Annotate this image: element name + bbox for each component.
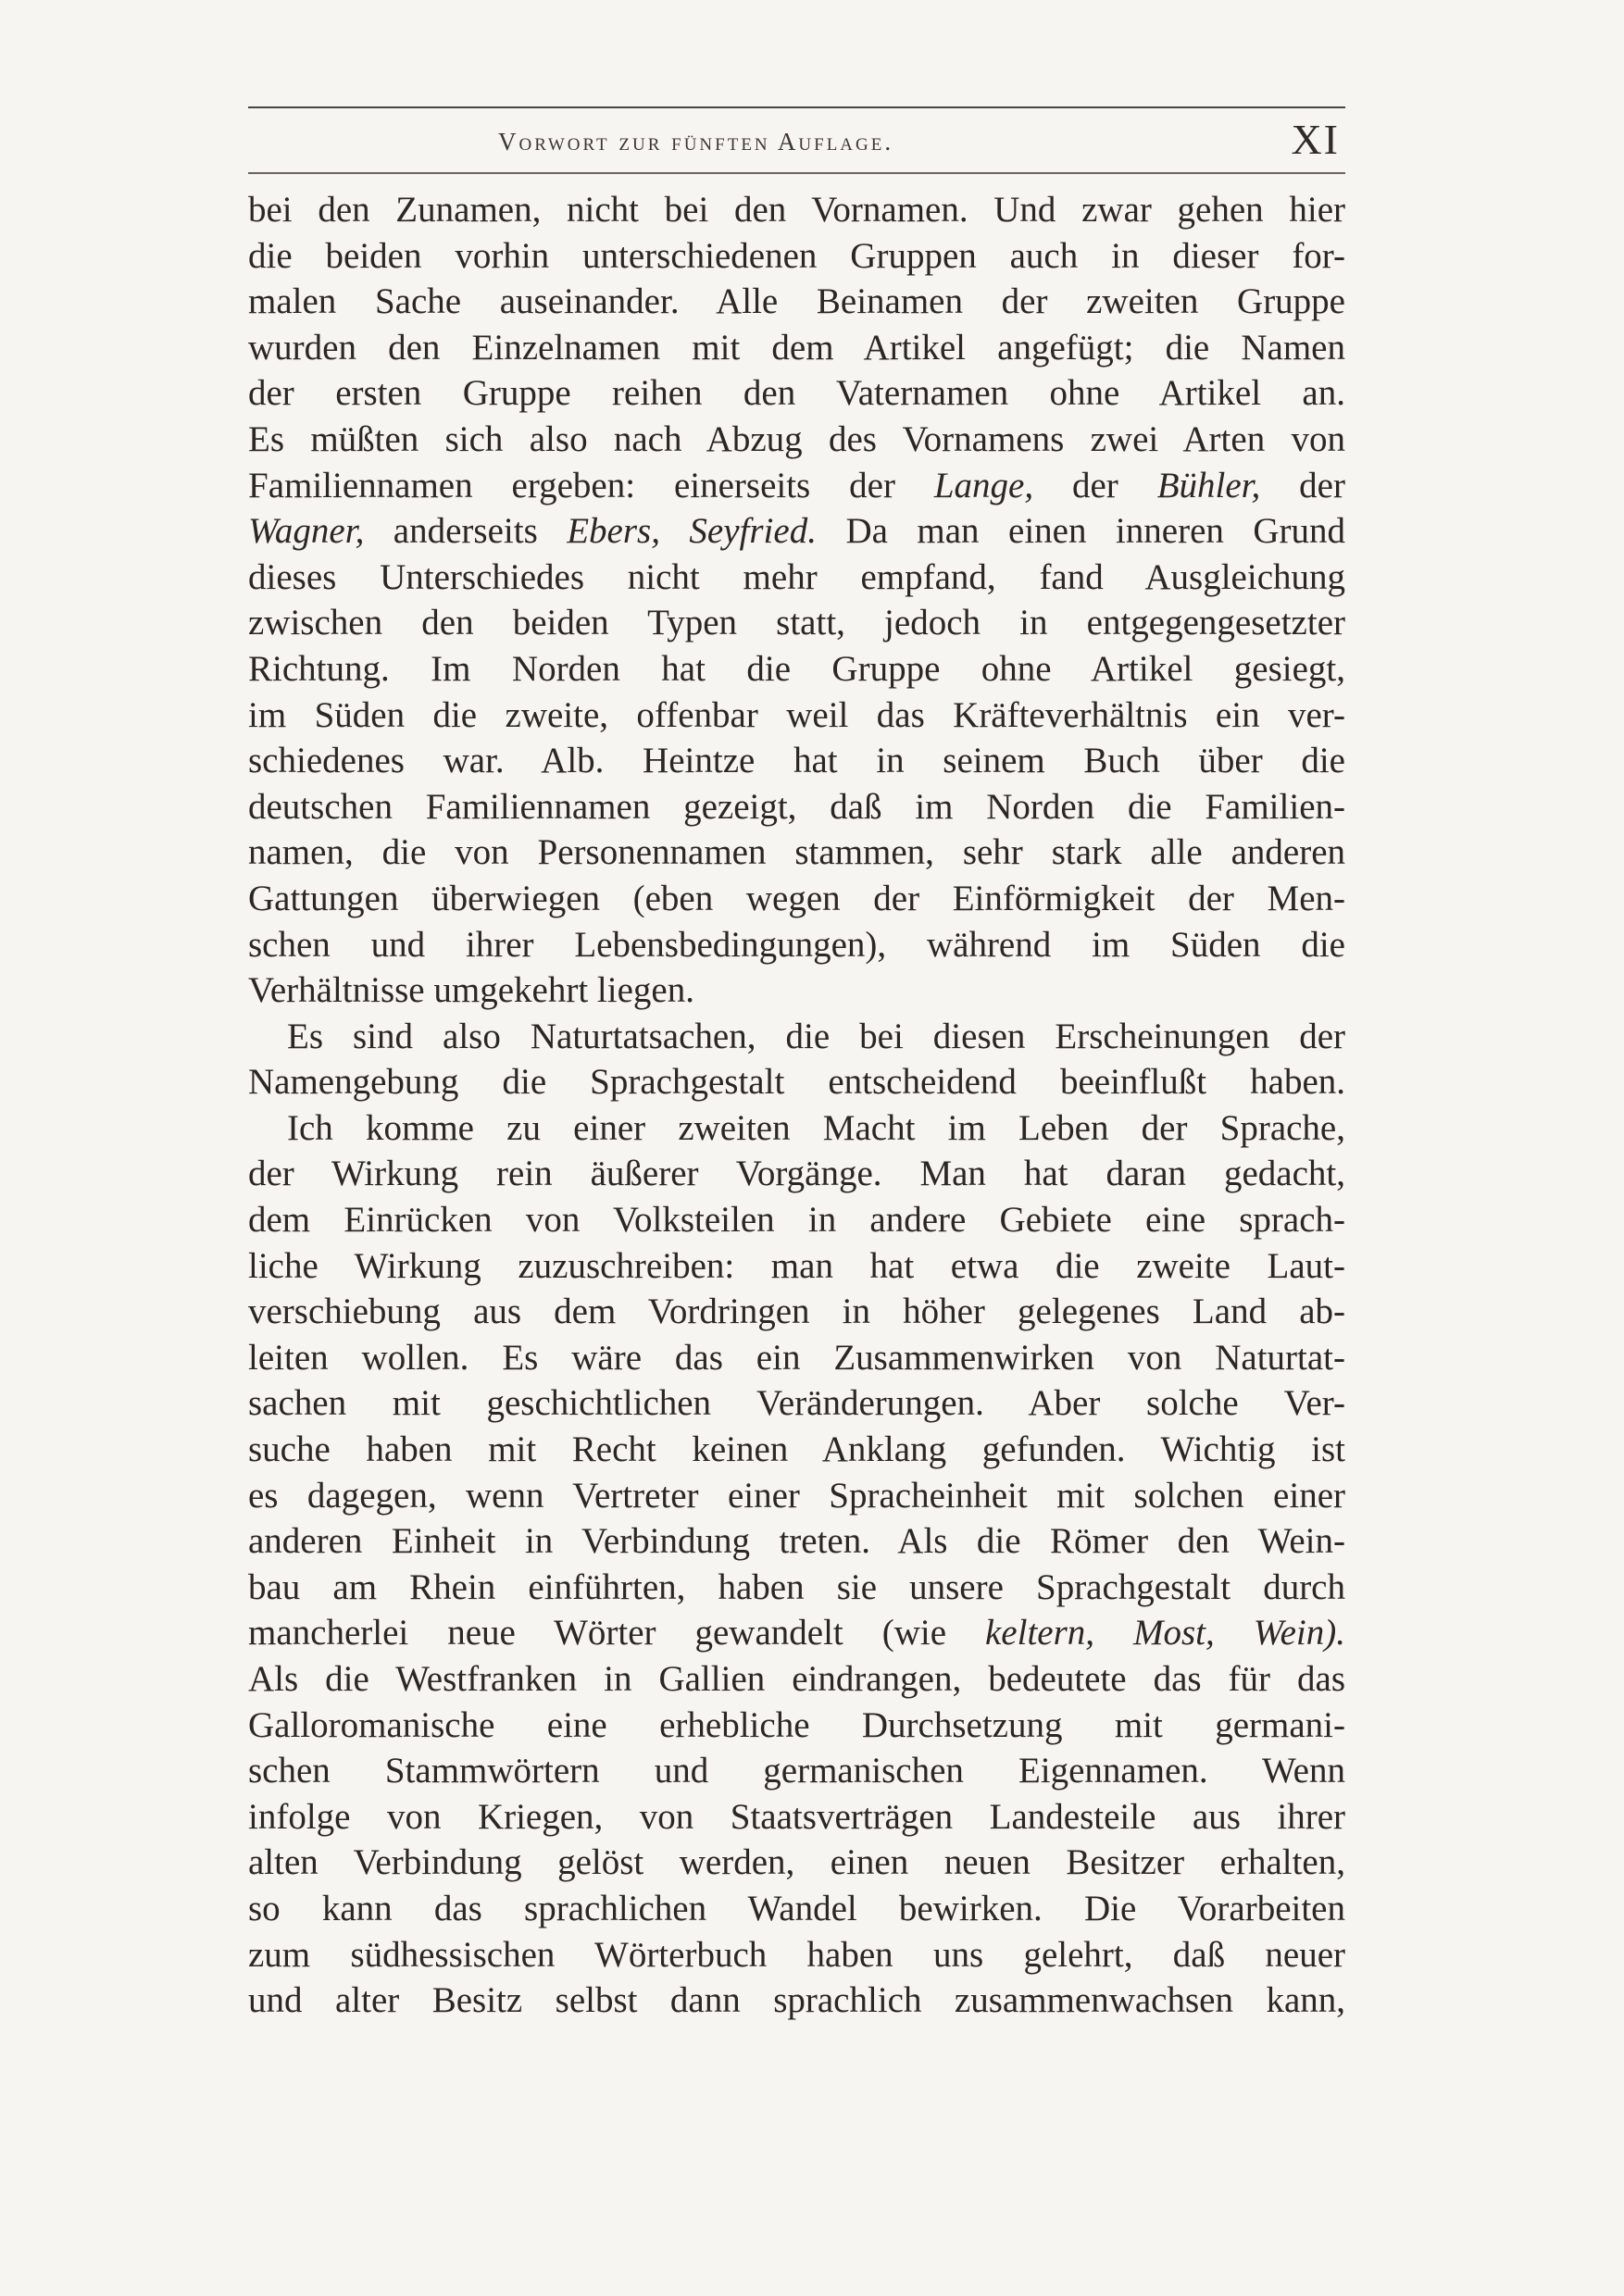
text-line: Wagner, anderseits Ebers, Seyfried. Da man einen inneren Grund xyxy=(248,511,1346,552)
header-rule-bottom xyxy=(248,172,1345,174)
text-line: zum südhessischen Wörterbuch haben uns gelehrt, daß neuer xyxy=(248,1934,1345,1975)
text-line: bei den Zunamen, nicht bei den Vornamen. Und zwar gehen hier xyxy=(248,190,1345,230)
text-line: Verhältnisse umgekehrt liegen. xyxy=(248,970,694,1011)
text-line: anderen Einheit in Verbindung treten. Als die Römer den Wein- xyxy=(248,1521,1345,1562)
text-line: so kann das sprachlichen Wandel bewirken. Die Vorarbeiten xyxy=(248,1888,1345,1928)
text-line: Es sind also Naturtatsachen, die bei diesen Erscheinungen der xyxy=(287,1016,1345,1056)
text-line: schiedenes war. Alb. Heintze hat in seinem Buch über die xyxy=(248,741,1345,781)
text-line: Es müßten sich also nach Abzug des Vornamens zwei Arten von xyxy=(248,418,1345,459)
header-rule-top xyxy=(248,106,1345,108)
text-line: Familiennamen ergeben: einerseits der Lange, der Bühler, der xyxy=(248,465,1345,505)
text-line: alten Verbindung gelöst werden, einen neuen Besitzer erhalten, xyxy=(248,1842,1345,1883)
text-line: Namengebung die Sprachgestalt entscheidend beeinflußt haben. xyxy=(248,1062,1345,1103)
text-line: infolge von Kriegen, von Staatsverträgen Landesteile aus ihrer xyxy=(248,1796,1345,1837)
running-header xyxy=(248,115,1345,167)
text-line: und alter Besitz selbst dann sprachlich zusammenwachsen kann, xyxy=(248,1980,1345,2021)
text-line: liche Wirkung zuzuschreiben: man hat etwa die zweite Laut- xyxy=(248,1245,1345,1286)
text-line: sachen mit geschichtlichen Veränderungen. Aber solche Ver- xyxy=(248,1383,1345,1424)
italic-term: Lange, xyxy=(933,465,1034,505)
text-line: es dagegen, wenn Vertreter einer Spracheinheit mit solchen einer xyxy=(248,1475,1345,1516)
text-line: Gattungen überwiegen (eben wegen der Einförmigkeit der Men- xyxy=(248,878,1345,918)
text-line: bau am Rhein einführten, haben sie unsere Sprachgestalt durch xyxy=(248,1566,1345,1607)
text-line: dem Einrücken von Volksteilen in andere Gebiete eine sprach- xyxy=(248,1200,1345,1241)
text-line: Galloromanische eine erhebliche Durchsetzung mit germani- xyxy=(248,1704,1345,1745)
text-line: Ich komme zu einer zweiten Macht im Leben der Sprache, xyxy=(287,1107,1345,1148)
text-line: der ersten Gruppe reihen den Vaternamen ohne Artikel an. xyxy=(248,373,1345,414)
text-line: zwischen den beiden Typen statt, jedoch in entgegengesetzter xyxy=(248,603,1345,643)
text-line: suche haben mit Recht keinen Anklang gefunden. Wichtig ist xyxy=(248,1429,1345,1470)
body-text xyxy=(248,187,1345,2024)
text-line: wurden den Einzelnamen mit dem Artikel angefügt; die Namen xyxy=(248,327,1345,368)
text-line: deutschen Familiennamen gezeigt, daß im Norden die Familien- xyxy=(248,786,1345,827)
text-line: mancherlei neue Wörter gewandelt (wie keltern, Most, Wein). xyxy=(248,1613,1345,1653)
text-line: verschiebung aus dem Vordringen in höher gelegenes Land ab- xyxy=(248,1292,1345,1332)
italic-term: keltern, Most, Wein). xyxy=(984,1613,1345,1653)
text-line: leiten wollen. Es wäre das ein Zusammenwirken von Naturtat- xyxy=(248,1337,1345,1378)
text-line: dieses Unterschiedes nicht mehr empfand, fand Ausgleichung xyxy=(248,556,1345,597)
text-line: Als die Westfranken in Gallien eindrangen, bedeutete das für das xyxy=(248,1659,1345,1699)
text-line: schen Stammwörtern und germanischen Eigennamen. Wenn xyxy=(248,1751,1345,1791)
italic-term: Bühler, xyxy=(1156,465,1261,505)
text-line: im Süden die zweite, offenbar weil das Kräfteverhältnis ein ver- xyxy=(248,694,1345,735)
italic-term: Ebers, Seyfried. xyxy=(567,511,817,552)
running-title: Vorwort zur fünften Auflage. xyxy=(498,128,894,156)
text-line: die beiden vorhin unterschiedenen Gruppen auch in dieser for- xyxy=(248,235,1345,276)
text-line: schen und ihrer Lebensbedingungen), während im Süden die xyxy=(248,924,1345,965)
text-line: der Wirkung rein äußerer Vorgänge. Man hat daran gedacht, xyxy=(248,1154,1345,1194)
text-line: malen Sache auseinander. Alle Beinamen der zweiten Gruppe xyxy=(248,281,1345,322)
page-number: XI xyxy=(1291,116,1340,163)
text-line: Richtung. Im Norden hat die Gruppe ohne Artikel gesiegt, xyxy=(248,648,1345,689)
italic-term: Wagner, xyxy=(248,511,365,552)
text-line: namen, die von Personennamen stammen, sehr stark alle anderen xyxy=(248,832,1345,873)
